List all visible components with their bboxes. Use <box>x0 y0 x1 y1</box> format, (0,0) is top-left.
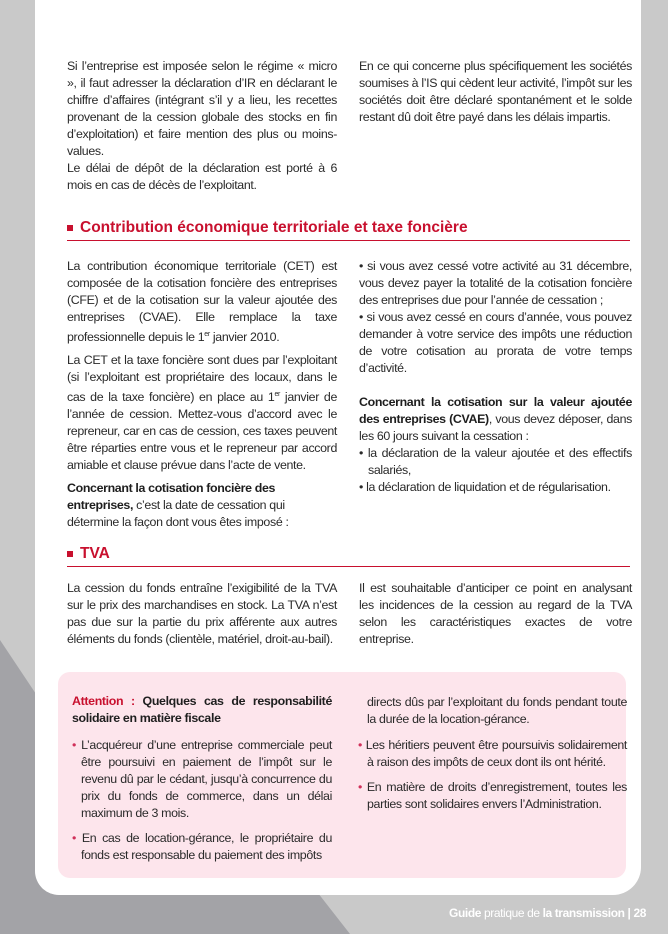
cet-right <box>359 258 632 504</box>
bullet-item: • la déclaration de la valeur ajoutée et des effectifs salariés, <box>359 446 632 477</box>
attention-left <box>72 693 332 872</box>
attention-item: • L’acquéreur d’une entreprise commerciale peut être poursuivi en paiement de l’impôt sur le revenu dû par le cédant, jusqu’à concurrence du prix du fonds de commerce, dans un délai maximum de 3 mois. <box>72 738 332 820</box>
tva-right <box>359 580 632 654</box>
paragraph: La contribution économique territoriale (CET) est composée de la cotisation foncière des entreprises (CFE) et de la cotisation sur la valeur ajoutée des entreprises (CVAE). Elle remplace la taxe professionnelle depuis le 1er janvier 2010. <box>67 259 337 345</box>
footer: Guide pratique de la transmission | 28 <box>449 906 646 920</box>
heading-text: TVA <box>80 545 110 562</box>
paragraph: La CET et la taxe foncière sont dues par l’exploitant (si l’exploitant est propriétaire des locaux, dans le cas de la taxe foncière) en place au 1er janvier de l’année de cession. Mettez-vous d’accord avec le repreneur, car en cas de cession, ces taxes peuvent être réparties entre vous et le repreneur par accord amiable et clause prévue dans l’acte de vente. <box>67 353 337 473</box>
paragraph: Le délai de dépôt de la déclaration est porté à 6 mois en cas de décès de l’exploitant. <box>67 161 337 192</box>
section-heading-tva <box>67 544 630 567</box>
bullet-item: • la déclaration de liquidation et de régularisation. <box>359 480 611 494</box>
intro-left <box>67 58 337 200</box>
paragraph: Si l’entreprise est imposée selon le régime « micro », il faut adresser la déclaration d’IR en déclarant le chiffre d’affaires (intégrant s’il y a lieu, les recettes provenant de la cession globale des stocks en fin d’exploitation) et faire mention des plus ou moins-values. <box>67 59 337 158</box>
page-number: 28 <box>633 906 646 920</box>
bullet-item: • si vous avez cessé votre activité au 31 décembre, vous devez payer la totalité de la cotisation foncière des entreprises due pour l’année de cessation ; <box>359 259 632 307</box>
attention-item: • En matière de droits d’enregistrement, toutes les parties sont solidaires envers l’Administration. <box>358 780 628 811</box>
paragraph: En ce qui concerne plus spécifiquement les sociétés soumises à l’IS qui cèdent leur activité, l’impôt sur les sociétés doit être déclaré spontanément et le solde restant dû doit être payé dans les délais impartis. <box>359 59 632 124</box>
attention-item: • En cas de location-gérance, le propriétaire du fonds est responsable du paiement des impôts <box>72 831 332 862</box>
intro-right <box>359 58 632 132</box>
section-heading-cet <box>67 218 630 241</box>
attention-title: Attention : Quelques cas de responsabilité solidaire en matière fiscale <box>72 694 332 725</box>
paragraph: directs dûs par l’exploitant du fonds pendant toute la durée de la location-gérance. <box>367 695 627 726</box>
square-bullet-icon <box>67 225 73 231</box>
cet-left <box>67 258 337 537</box>
heading-text: Contribution économique territoriale et taxe foncière <box>80 219 468 236</box>
paragraph: Il est souhaitable d’anticiper ce point en analysant les incidences de la cession au regard de la TVA selon les caractéristiques exactes de votre entreprise. <box>359 581 632 646</box>
paragraph: La cession du fonds entraîne l’exigibilité de la TVA sur le prix des marchandises en stock. La TVA n’est pas due sur la partie du prix afférente aux autres éléments du fonds (clientèle, matériel, droit-au-bail). <box>67 581 337 646</box>
paragraph: Concernant la cotisation sur la valeur ajoutée des entreprises (CVAE), vous devez déposer, dans les 60 jours suivant la cessation : <box>359 395 632 443</box>
attention-right <box>358 694 628 821</box>
attention-item: • Les héritiers peuvent être poursuivis solidairement à raison des impôts de ceux dont ils ont hérité. <box>358 738 628 769</box>
bullet-item: • si vous avez cessé en cours d’année, vous pouvez demander à votre service des impôts une réduction de votre cotisation au prorata de votre temps d’activité. <box>359 310 632 375</box>
tva-left <box>67 580 337 654</box>
square-bullet-icon <box>67 551 73 557</box>
paragraph: Concernant la cotisation foncière des entreprises, c’est la date de cessation qui détermine la façon dont vous êtes imposé : <box>67 481 289 530</box>
